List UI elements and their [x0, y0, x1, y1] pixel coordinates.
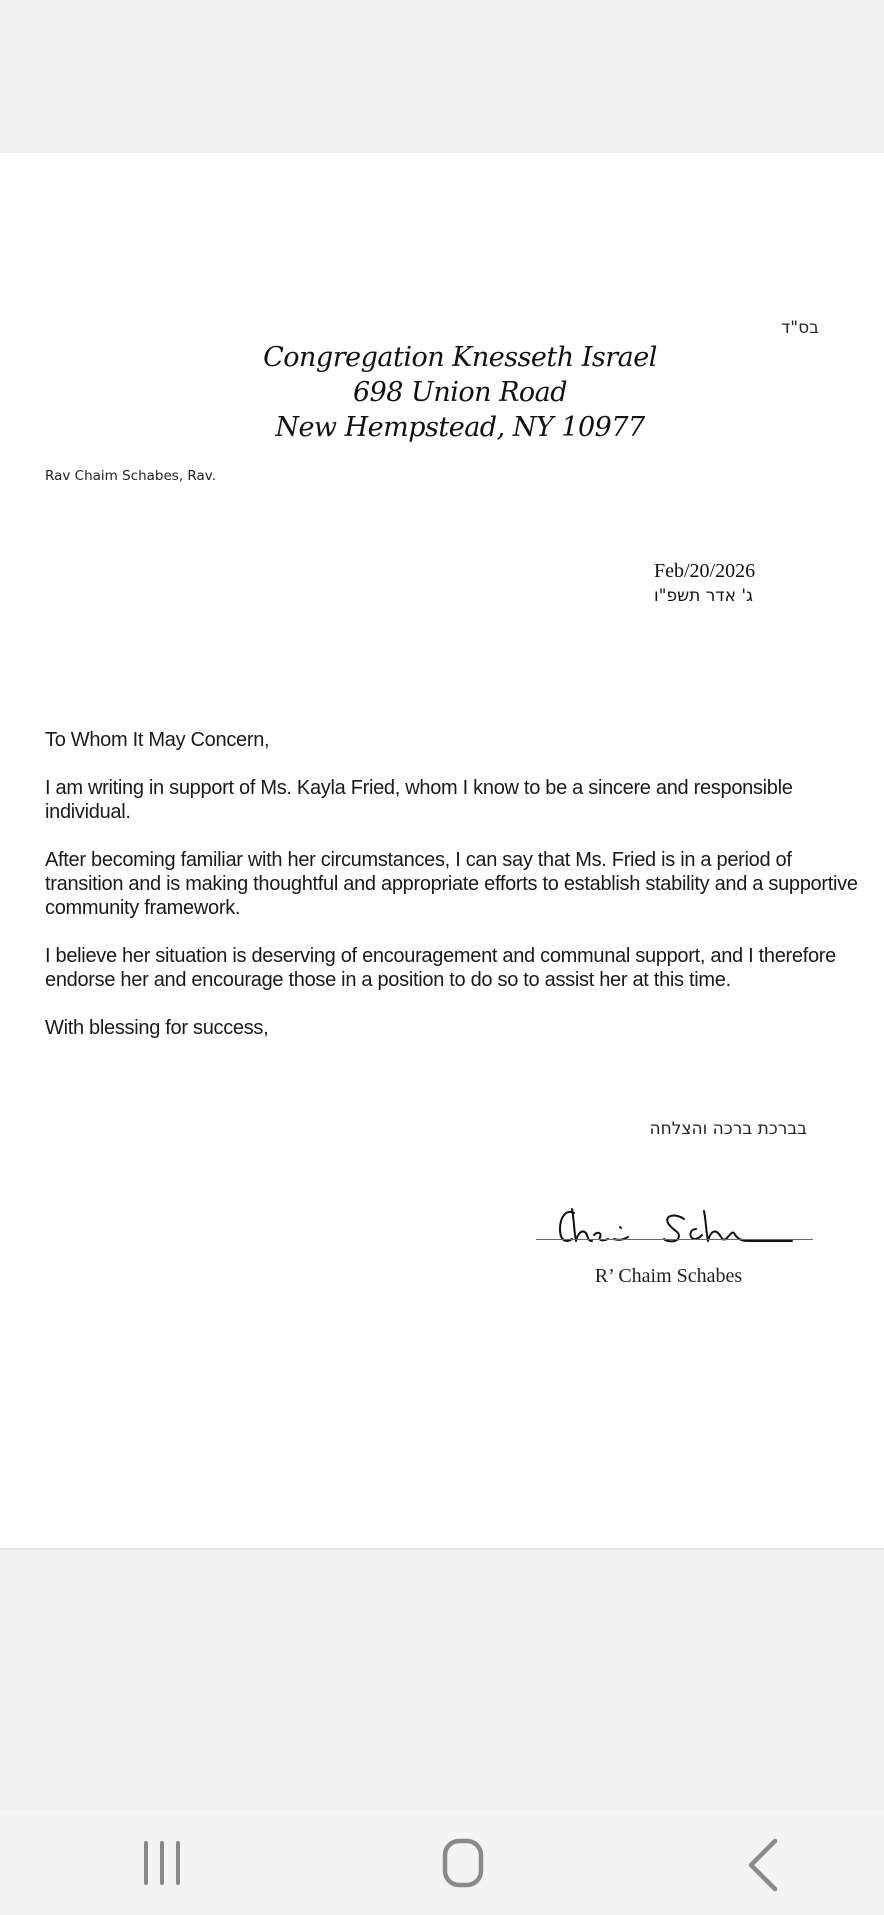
address-line-2: New Hempstead, NY 10977 [275, 412, 645, 443]
rabbi-line: Rav Chaim Schabes, Rav. [45, 468, 216, 484]
document-page[interactable] [0, 153, 884, 1550]
date-hebrew: ג' אדר תשפ"ו [654, 586, 754, 606]
signature-line [536, 1239, 813, 1240]
closing: With blessing for success, [45, 1017, 269, 1039]
paragraph: After becoming familiar with her circumstances, I can say that Ms. Fried is in a period of transition and is making thoughtful and appropriate efforts to establish stability and a supportive community framework. [45, 849, 858, 919]
address-line-1: 698 Union Road [352, 377, 568, 408]
letter-body [45, 728, 875, 1064]
recents-button[interactable] [107, 1810, 217, 1915]
viewer-background-top [0, 0, 884, 153]
signature-icon [536, 1203, 813, 1253]
home-icon [433, 1833, 493, 1893]
closing-hebrew: בברכת ברכה והצלחה [649, 1119, 807, 1139]
recents-icon [132, 1833, 192, 1893]
signer-name: R’ Chaim Schabes [594, 1265, 743, 1287]
paragraph: I am writing in support of Ms. Kayla Fried, whom I know to be a sincere and responsible individual. [45, 777, 793, 823]
header-blessing: בס"ד [781, 318, 819, 338]
date-block [654, 559, 755, 609]
back-button[interactable] [710, 1810, 820, 1915]
organization-name: Congregation Knesseth Israel [263, 342, 657, 373]
home-button[interactable] [408, 1810, 518, 1915]
letterhead [0, 340, 884, 445]
date-english: Feb/20/2026 [654, 560, 756, 582]
system-navigation-bar [0, 1810, 884, 1915]
back-icon [735, 1833, 795, 1893]
paragraph: I believe her situation is deserving of encouragement and communal support, and I therefore endorse her and encourage those in a position to do so to assist her at this time. [45, 945, 836, 991]
salutation: To Whom It May Concern, [45, 729, 270, 751]
